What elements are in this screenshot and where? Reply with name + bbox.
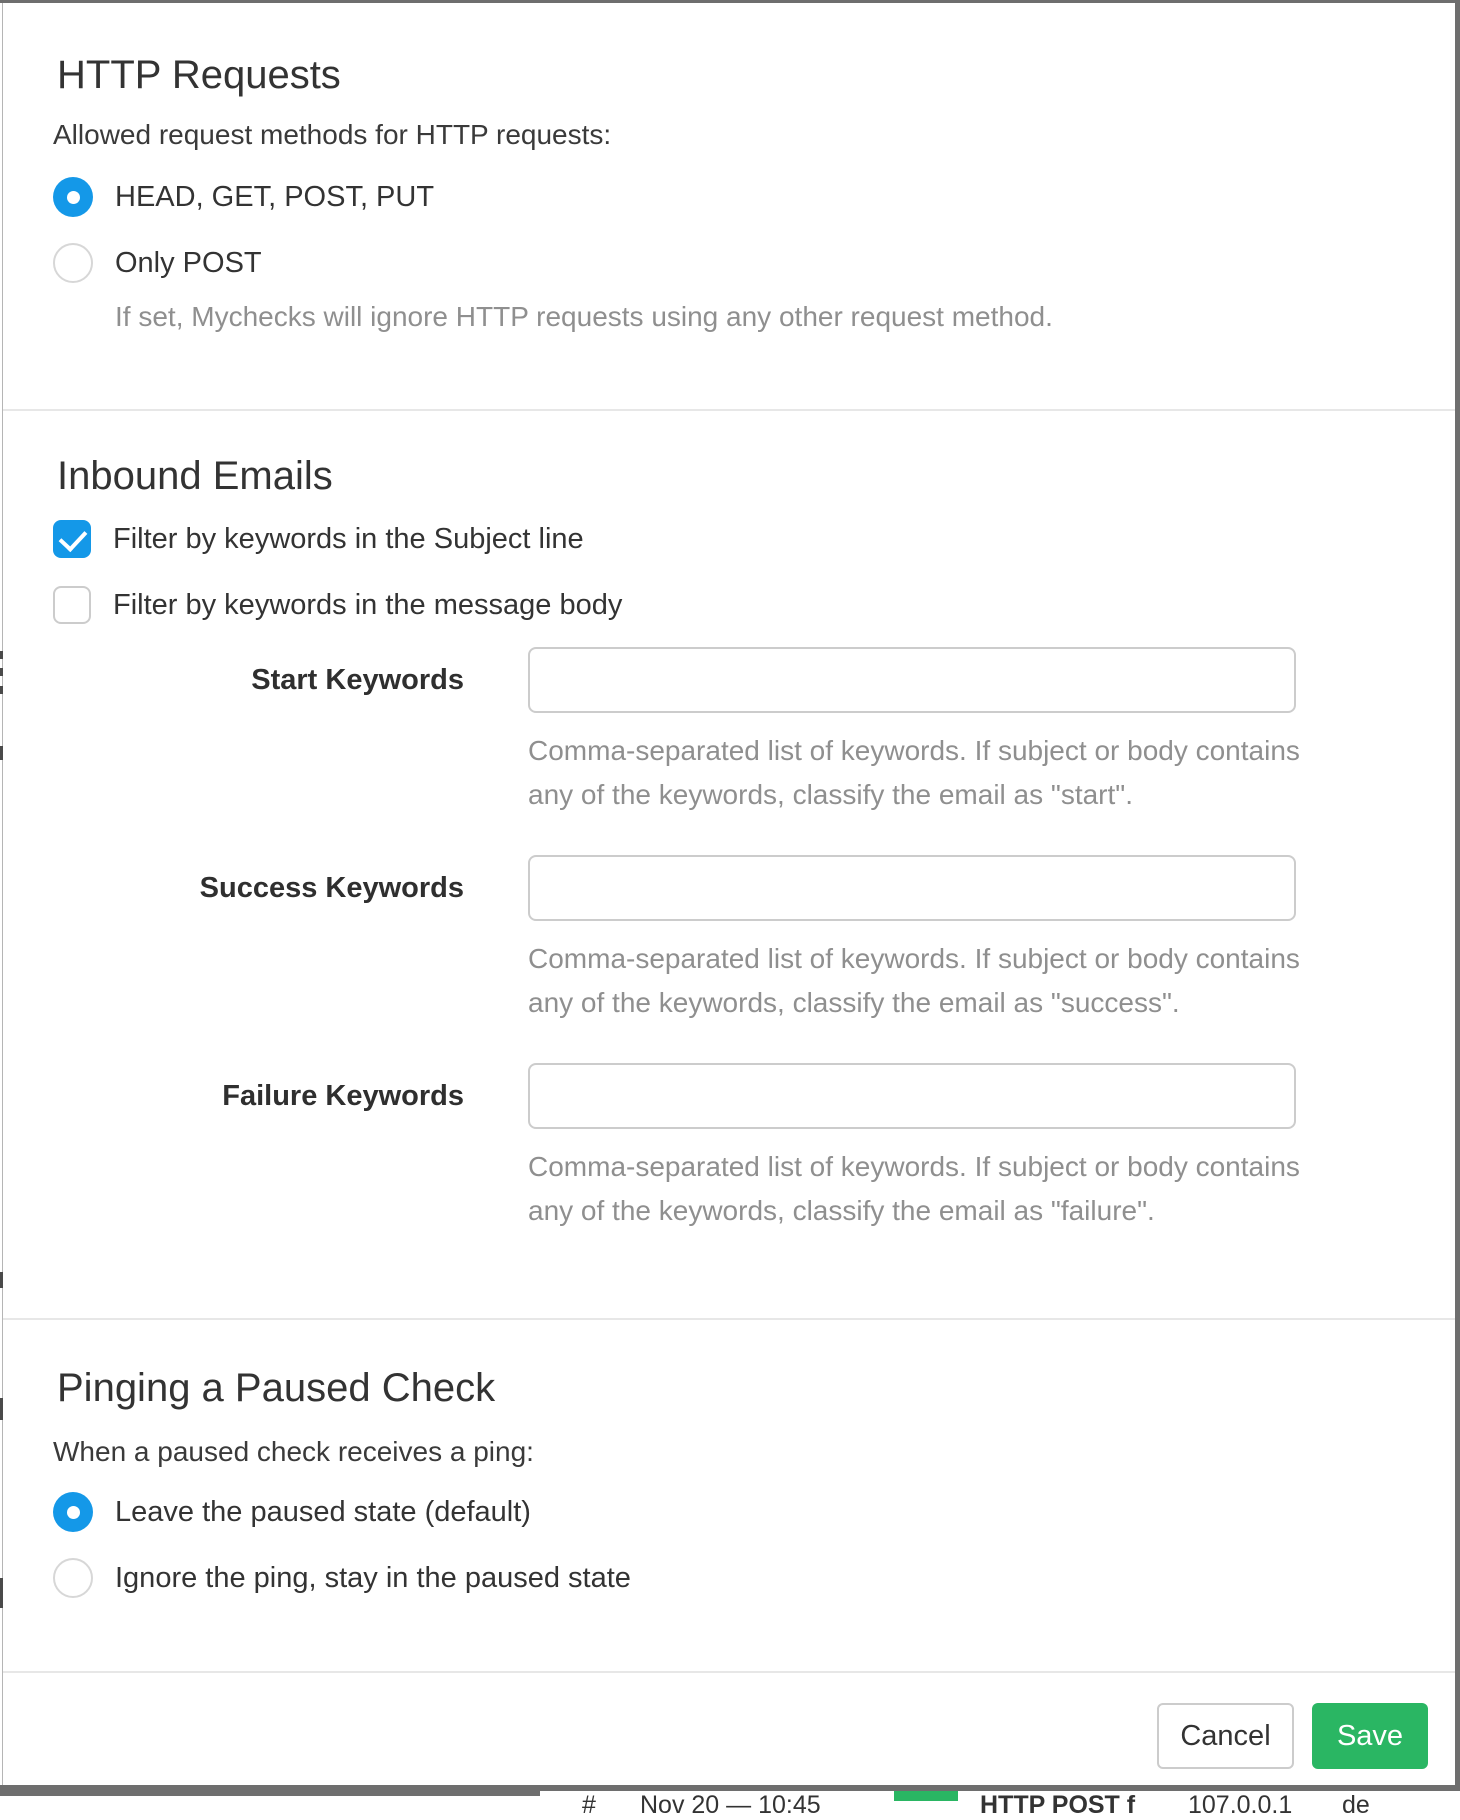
radio-option-label[interactable]: Only POST bbox=[115, 246, 262, 279]
page-behind-right-edge bbox=[1455, 0, 1460, 1796]
section-title-pinging-paused: Pinging a Paused Check bbox=[57, 1366, 496, 1410]
checkbox-label[interactable]: Filter by keywords in the message body bbox=[113, 588, 623, 621]
success-keywords-label: Success Keywords bbox=[199, 872, 464, 904]
page-behind-fragment bbox=[0, 668, 3, 676]
checkbox-icon[interactable] bbox=[53, 586, 91, 624]
checkbox-filter-body[interactable] bbox=[53, 584, 1405, 626]
modal-left-border bbox=[2, 3, 3, 1785]
radio-option-label[interactable]: Leave the paused state (default) bbox=[115, 1495, 531, 1528]
page-behind-text: Nov 20 — 10:45 bbox=[640, 1791, 821, 1819]
radio-icon[interactable] bbox=[53, 243, 93, 283]
form-col bbox=[528, 647, 1303, 817]
page-behind-text: de bbox=[1342, 1791, 1370, 1819]
radio-icon[interactable] bbox=[53, 1558, 93, 1598]
page-behind-text: 107.0.0.1 bbox=[1188, 1791, 1293, 1819]
settings-modal bbox=[3, 3, 1455, 1785]
success-keywords-help: Comma-separated list of keywords. If subject or body contains any of the keywords, classify the email as "success". bbox=[528, 943, 1300, 1018]
page-behind-fragment bbox=[0, 651, 3, 659]
http-requests-intro: Allowed request methods for HTTP requests: bbox=[53, 119, 612, 150]
section-inbound-emails bbox=[3, 411, 1455, 1318]
http-requests-help-text: If set, Mychecks will ignore HTTP requests using any other request method. bbox=[115, 301, 1053, 332]
form-col bbox=[528, 855, 1303, 1025]
page-behind-fragment bbox=[0, 1272, 3, 1288]
radio-option-label[interactable]: Ignore the ping, stay in the paused state bbox=[115, 1561, 631, 1594]
checkbox-label[interactable]: Filter by keywords in the Subject line bbox=[113, 522, 584, 555]
page-behind-fragment bbox=[0, 1398, 3, 1420]
failure-keywords-label: Failure Keywords bbox=[222, 1080, 464, 1112]
radio-icon[interactable] bbox=[53, 177, 93, 217]
page-behind-fragment bbox=[0, 746, 3, 760]
failure-keywords-input[interactable] bbox=[528, 1063, 1296, 1129]
form-row-failure-keywords bbox=[53, 1063, 1405, 1233]
form-row-start-keywords bbox=[53, 647, 1405, 817]
start-keywords-label: Start Keywords bbox=[251, 664, 464, 696]
radio-option-head-get-post-put[interactable] bbox=[53, 176, 1405, 218]
section-pinging-paused bbox=[3, 1320, 1455, 1671]
start-keywords-help: Comma-separated list of keywords. If subject or body contains any of the keywords, classify the email as "start". bbox=[528, 735, 1300, 810]
radio-option-leave-paused[interactable] bbox=[53, 1491, 1405, 1533]
section-title-inbound-emails: Inbound Emails bbox=[57, 454, 333, 498]
page-behind-text: # bbox=[582, 1791, 596, 1819]
checkbox-filter-subject[interactable] bbox=[53, 518, 1405, 560]
page-behind-top-edge bbox=[0, 0, 1460, 3]
section-http-requests bbox=[3, 3, 1455, 409]
cancel-button[interactable]: Cancel bbox=[1157, 1703, 1294, 1769]
modal-footer bbox=[3, 1673, 1455, 1789]
radio-option-label[interactable]: HEAD, GET, POST, PUT bbox=[115, 180, 435, 213]
form-row-success-keywords bbox=[53, 855, 1405, 1025]
page-behind-table-row-sliver bbox=[540, 1791, 1460, 1819]
radio-icon[interactable] bbox=[53, 1492, 93, 1532]
page-behind-text: HTTP POST f bbox=[980, 1791, 1136, 1819]
save-button[interactable]: Save bbox=[1312, 1703, 1428, 1769]
failure-keywords-help: Comma-separated list of keywords. If subject or body contains any of the keywords, classify the email as "failure". bbox=[528, 1151, 1300, 1226]
section-title-http-requests: HTTP Requests bbox=[57, 53, 341, 97]
page-behind-fragment bbox=[0, 686, 3, 694]
page-behind-status-chip bbox=[894, 1791, 958, 1801]
radio-option-only-post[interactable] bbox=[53, 242, 1405, 284]
radio-option-ignore-ping[interactable] bbox=[53, 1557, 1405, 1599]
start-keywords-input[interactable] bbox=[528, 647, 1296, 713]
page-behind-fragment bbox=[0, 1578, 3, 1608]
pinging-paused-intro: When a paused check receives a ping: bbox=[53, 1436, 534, 1467]
checkbox-icon[interactable] bbox=[53, 520, 91, 558]
form-col bbox=[528, 1063, 1303, 1233]
success-keywords-input[interactable] bbox=[528, 855, 1296, 921]
